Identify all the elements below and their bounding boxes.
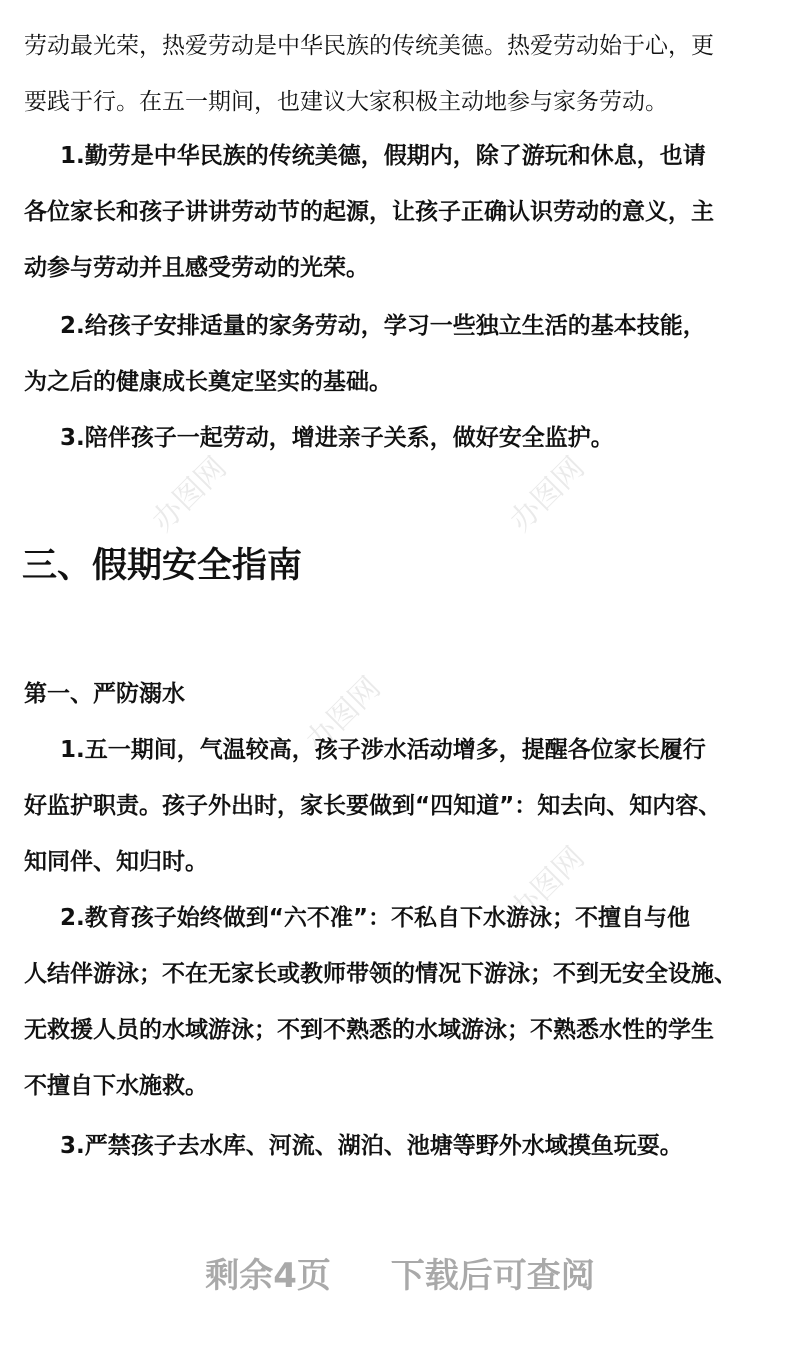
text-line: 2.教育孩子始终做到“六不准”：不私自下水游泳；不擅自与他 <box>60 905 690 931</box>
text-line: 好监护职责。孩子外出时，家长要做到“四知道”：知去向、知内容、 <box>24 793 722 819</box>
text-line: 人结伴游泳；不在无家长或教师带领的情况下游泳；不到无安全设施、 <box>24 961 737 987</box>
section-heading: 三、假期安全指南 <box>22 546 303 586</box>
text-line: 不擅自下水施救。 <box>24 1073 208 1099</box>
text-line: 动参与劳动并且感受劳动的光荣。 <box>24 255 369 281</box>
drowning-item-3 <box>24 1118 784 1174</box>
intro-paragraph <box>24 18 784 130</box>
watermark: 办图网 <box>299 670 388 759</box>
drowning-item-1 <box>24 722 784 890</box>
text-line: 要践于行。在五一期间，也建议大家积极主动地参与家务劳动。 <box>24 89 668 115</box>
download-prompt[interactable] <box>0 1246 800 1306</box>
subsection-title: 第一、严防溺水 <box>24 681 185 707</box>
watermark: 办图网 <box>503 840 592 929</box>
text-line: 1.五一期间，气温较高，孩子涉水活动增多，提醒各位家长履行 <box>60 737 706 763</box>
text-line: 2.给孩子安排适量的家务劳动，学习一些独立生活的基本技能， <box>60 313 706 339</box>
labor-item-3 <box>24 410 784 466</box>
drowning-item-2 <box>24 890 784 1114</box>
text-line: 3.严禁孩子去水库、河流、湖泊、池塘等野外水域摸鱼玩耍。 <box>60 1133 683 1159</box>
labor-item-1 <box>24 128 784 296</box>
text-line: 知同伴、知归时。 <box>24 849 208 875</box>
watermark: 办图网 <box>145 450 234 539</box>
text-line: 1.勤劳是中华民族的传统美德，假期内，除了游玩和休息，也请 <box>60 143 706 169</box>
remaining-pages-label: 剩余4页 <box>205 1256 331 1296</box>
text-line: 无救援人员的水域游泳；不到不熟悉的水域游泳；不熟悉水性的学生 <box>24 1017 714 1043</box>
watermark: 办图网 <box>503 450 592 539</box>
text-line: 3.陪伴孩子一起劳动，增进亲子关系，做好安全监护。 <box>60 425 614 451</box>
text-line: 各位家长和孩子讲讲劳动节的起源，让孩子正确认识劳动的意义，主 <box>24 199 714 225</box>
text-line: 为之后的健康成长奠定坚实的基础。 <box>24 369 392 395</box>
labor-item-2 <box>24 298 784 410</box>
text-line: 劳动最光荣，热爱劳动是中华民族的传统美德。热爱劳动始于心，更 <box>24 33 714 59</box>
download-to-view-label: 下载后可查阅 <box>390 1256 595 1296</box>
